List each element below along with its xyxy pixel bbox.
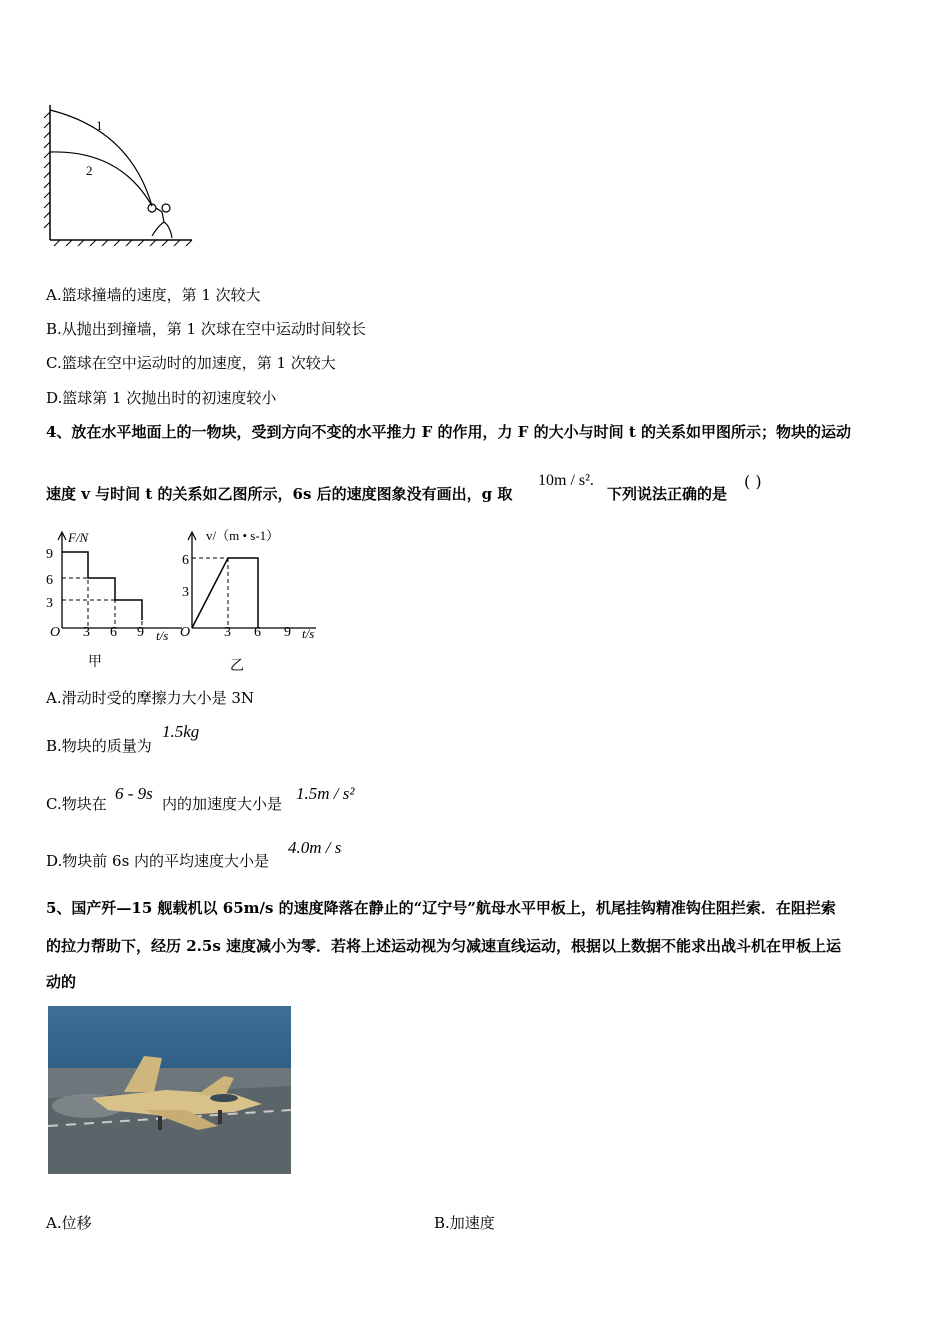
yi-xtick-9: 9 <box>284 625 291 640</box>
q4-option-c-mid: 内的加速度大小是 <box>162 795 283 813</box>
q3-option-d[interactable]: D.篮球第 1 次抛出时的初速度较小 <box>46 389 277 407</box>
jia-xtick-9: 9 <box>137 625 144 640</box>
q5-stem-line2: 的拉力帮助下，经历 2.5s 速度减小为零．若将上述运动视为匀减速直线运动，根据以上数据不能求出战斗机在甲板上运 <box>46 937 841 955</box>
yi-ytick-6: 6 <box>182 553 189 568</box>
q4-option-c-value: 1.5m / s² <box>296 784 355 803</box>
q4-stem-line2-text: 速度 v 与时间 t 的关系如乙图所示，6s 后的速度图象没有画出，g 取 <box>46 485 513 503</box>
yi-xtick-3: 3 <box>224 625 231 640</box>
graph-jia <box>40 528 190 676</box>
jia-caption: 甲 <box>88 655 102 670</box>
fighter-jet-icon <box>48 1006 291 1174</box>
q5-option-b[interactable]: B.加速度 <box>434 1214 495 1232</box>
q4-option-c-range: 6 - 9s <box>115 784 153 803</box>
q4-stem-line2-post: 下列说法正确的是 <box>607 485 728 503</box>
jia-xtick-6: 6 <box>110 625 117 640</box>
answer-bracket: ( ) <box>744 472 762 491</box>
jia-ytick-9: 9 <box>46 547 53 562</box>
yi-xtick-6: 6 <box>254 625 261 640</box>
q4-option-b-value: 1.5kg <box>162 722 200 741</box>
jia-ytick-6: 6 <box>46 573 53 588</box>
q4-option-d-value: 4.0m / s <box>288 838 342 857</box>
label-2: 2 <box>86 163 93 178</box>
yi-origin: O <box>180 625 191 640</box>
yi-caption: 乙 <box>230 659 244 674</box>
yi-xlabel: t/s <box>302 626 315 641</box>
q4-option-d[interactable]: D.物块前 6s 内的平均速度大小是 <box>46 852 270 870</box>
trajectory-2 <box>50 152 152 206</box>
label-1: 1 <box>96 118 103 133</box>
jia-ylabel: F/N <box>68 530 89 545</box>
aircraft-carrier-photo <box>48 1006 291 1174</box>
g-value: 10m / s². <box>538 472 594 489</box>
q5-option-a[interactable]: A.位移 <box>46 1214 92 1232</box>
q3-option-b[interactable]: B.从抛出到撞墙，第 1 次球在空中运动时间较长 <box>46 320 366 338</box>
q4-stem-line2 <box>46 484 512 504</box>
q4-option-c[interactable]: C.物块在 <box>46 795 107 813</box>
graph-yi <box>178 526 328 676</box>
yi-ytick-3: 3 <box>182 585 189 600</box>
jia-origin: O <box>50 625 61 640</box>
person-head-icon <box>162 204 170 212</box>
q5-stem-line3: 动的 <box>46 973 77 991</box>
q3-option-c[interactable]: C.篮球在空中运动时的加速度，第 1 次较大 <box>46 354 336 372</box>
q4-option-a[interactable]: A.滑动时受的摩擦力大小是 3N <box>46 689 255 707</box>
yi-ylabel: v/（m • s-1） <box>206 528 280 543</box>
q4-stem-line1: 4、放在水平地面上的一物块，受到方向不变的水平推力 F 的作用，力 F 的大小与时间 t 的关系如甲图所示；物块的运动 <box>46 423 852 441</box>
q3-option-a[interactable]: A.篮球撞墙的速度，第 1 次较大 <box>46 286 261 304</box>
jia-ytick-3: 3 <box>46 596 53 611</box>
jia-xlabel: t/s <box>156 628 169 643</box>
q5-stem-line1: 5、国产歼—15 舰载机以 65m/s 的速度降落在静止的“辽宁号”航母水平甲板上，机尾挂钩精准钩住阻拦索．在阻拦索 <box>46 899 836 917</box>
jia-xtick-3: 3 <box>83 625 90 640</box>
q4-option-b[interactable]: B.物块的质量为 <box>46 737 152 755</box>
basketball-wall-figure <box>40 100 200 250</box>
